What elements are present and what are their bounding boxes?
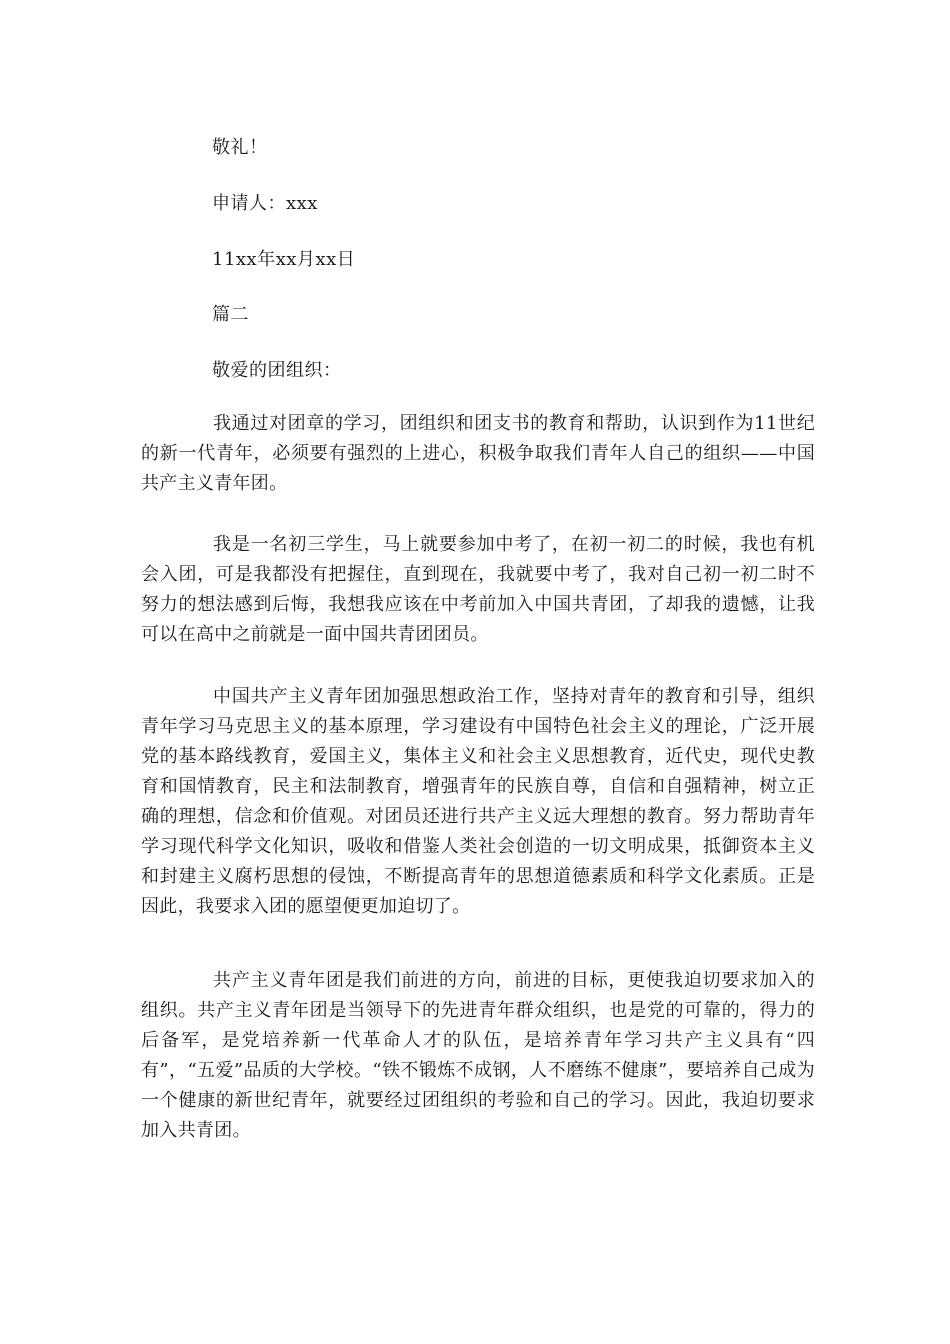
paragraph-2: 我是一名初三学生，马上就要参加中考了，在初一初二的时候，我也有机会入团，可是我都没有把握住，直到现在，我就要中考了，我对自己初一初二时不努力的想法感到后悔，我想我应该在中考前加入中国共青团，了却我的遗憾，让我可以在高中之前就是一面中国共青团团员。 [141, 534, 815, 645]
section-label: 篇二 [212, 304, 249, 325]
paragraph-4: 共产主义青年团是我们前进的方向，前进的目标，更使我迫切要求加入的组织。共产主义青年团是当领导下的先进青年群众组织，也是党的可靠的，得力的后备军，是党培养新一代革命人才的队伍，是培养青年学习共产主义具有“四有”，“五爱”品质的大学校。“铁不锻炼不成钢，人不磨练不健康”，要培养自己成为一个健康的新世纪青年，就要经过团组织的考验和自己的学习。因此，我迫切要求加入共青团。 [141, 970, 815, 1141]
date-line: 11xx年xx月xx日 [212, 249, 356, 270]
paragraph-3: 中国共产主义青年团加强思想政治工作，坚持对青年的教育和引导，组织青年学习马克思主义的基本原理，学习建设有中国特色社会主义的理论，广泛开展党的基本路线教育，爱国主义，集体主义和社会主义思想教育，近代史，现代史教育和国情教育，民主和法制教育，增强青年的民族自尊，自信和自强精神，树立正确的理想，信念和价值观。对团员还进行共产主义远大理想的教育。努力帮助青年学习现代科学文化知识，吸收和借鉴人类社会创造的一切文明成果，抵御资本主义和封建主义腐朽思想的侵蚀，不断提高青年的思想道德素质和科学文化素质。正是因此，我要求入团的愿望便更加迫切了。 [141, 686, 815, 917]
applicant-line: 申请人：xxx [212, 193, 318, 214]
paragraph-1: 我通过对团章的学习，团组织和团支书的教育和帮助，认识到作为11世纪的新一代青年，必须要有强烈的上进心，积极争取我们青年人自己的组织——中国共产主义青年团。 [141, 413, 815, 494]
greeting: 敬爱的团组织： [212, 360, 342, 381]
closing-salute: 敬礼！ [212, 137, 268, 158]
